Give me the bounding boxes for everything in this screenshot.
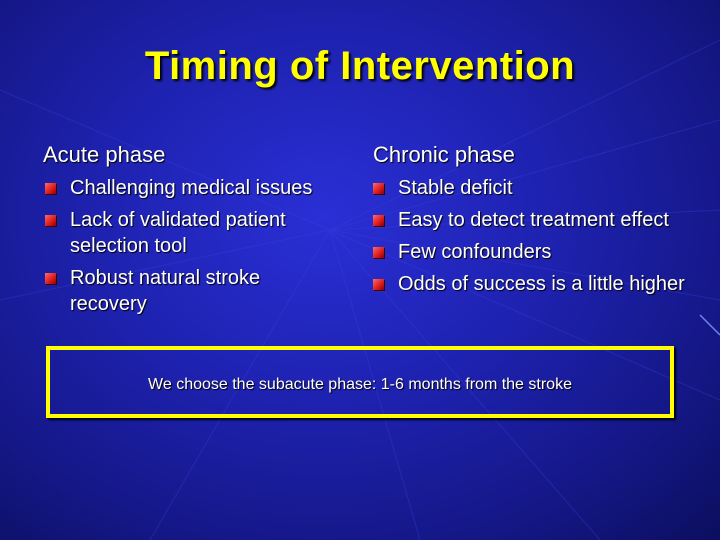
list-item — [370, 175, 710, 201]
list-item-text: Odds of success is a little higher — [398, 273, 685, 295]
list-item — [42, 175, 332, 201]
list-item — [370, 271, 710, 297]
list-item — [42, 207, 332, 259]
slide-title: Timing of Intervention — [144, 44, 576, 88]
chronic-phase-list — [370, 175, 710, 303]
list-item — [370, 207, 710, 233]
acute-phase-list — [42, 175, 332, 323]
list-item — [370, 239, 710, 265]
bullet-icon — [45, 273, 56, 284]
list-item — [42, 265, 332, 317]
list-item-text: Challenging medical issues — [70, 177, 313, 199]
list-item-text: Robust natural stroke recovery — [70, 267, 261, 315]
bullet-icon — [373, 279, 384, 290]
bullet-icon — [373, 183, 384, 194]
bullet-icon — [45, 183, 56, 194]
list-item-text: Few confounders — [398, 241, 552, 263]
callout-text: We choose the subacute phase: 1-6 months from the stroke — [148, 376, 572, 393]
callout-box — [46, 346, 674, 418]
acute-phase-heading: Acute phase — [43, 142, 166, 167]
bullet-icon — [373, 247, 384, 258]
chronic-phase-heading: Chronic phase — [373, 142, 515, 167]
bullet-icon — [45, 215, 56, 226]
list-item-text: Lack of validated patient selection tool — [70, 209, 286, 257]
bullet-icon — [373, 215, 384, 226]
list-item-text: Easy to detect treatment effect — [398, 209, 669, 231]
list-item-text: Stable deficit — [398, 177, 513, 199]
